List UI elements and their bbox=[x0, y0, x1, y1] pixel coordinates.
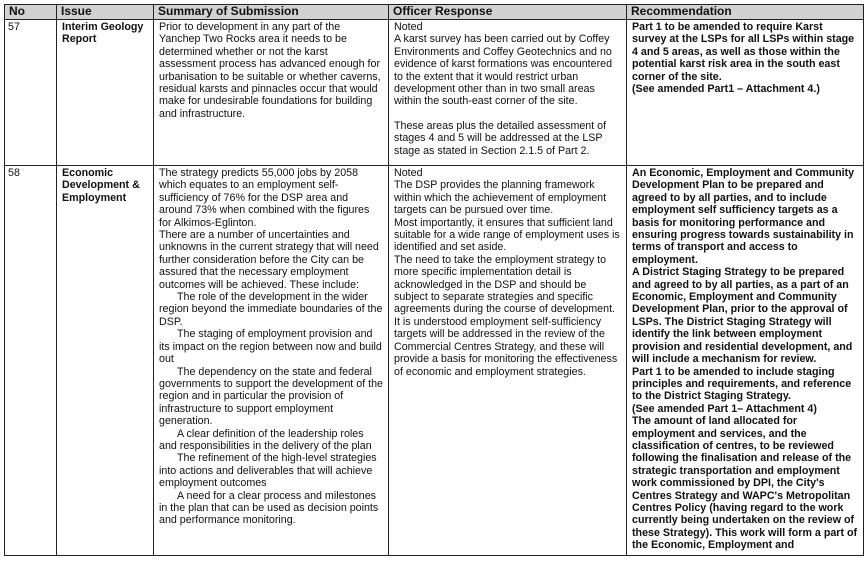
header-row bbox=[5, 5, 864, 20]
summary-list-item: The dependency on the state and federal governments to support the development of the region and in particular the provision of infrastructure to support employment generation. bbox=[159, 365, 383, 428]
summary-list-item: A need for a clear process and milestones in the plan that can be used as decision points and performance monitoring. bbox=[159, 489, 379, 527]
summary-list-item: The refinement of the high-level strategies into actions and deliverables that will achieve employment outcomes bbox=[159, 452, 377, 490]
recommendation-paragraph: (See amended Part 1– Attachment 4) bbox=[632, 402, 817, 415]
recommendation-cell bbox=[627, 166, 864, 556]
summary-list-item: A clear definition of the leadership roles and responsibilities in the delivery of the plan bbox=[159, 427, 372, 452]
recommendation-paragraph: An Economic, Employment and Community Development Plan to be prepared and agreed to by all parties, and to include employment self sufficiency targets as a basis for monitoring performance and ensuring progress towards sustainability in terms of transport and access to employment. bbox=[632, 167, 855, 266]
response-cell bbox=[389, 166, 627, 556]
submissions-table bbox=[4, 4, 864, 556]
header-no: No bbox=[5, 5, 57, 20]
header-issue: Issue bbox=[57, 5, 154, 20]
issue-cell: Economic Development & Employment bbox=[57, 166, 154, 556]
summary-paragraph: The strategy predicts 55,000 jobs by 2058 which equates to an employment self-sufficiency of 76% for the DSP area and around 73% when combined with the figures for Alkimos-Eglinton. bbox=[159, 167, 370, 229]
recommendation-paragraph: (See amended Part1 – Attachment 4.) bbox=[632, 83, 820, 96]
document-page bbox=[4, 4, 865, 587]
summary-cell bbox=[154, 20, 389, 166]
response-paragraph: Noted bbox=[394, 21, 423, 33]
summary-list-item: The role of the development in the wider region beyond the immediate boundaries of the DSP. bbox=[159, 291, 383, 328]
response-paragraph: Most importantly, it ensures that sufficient land suitable for a wide range of employment uses is identified and set aside. bbox=[394, 216, 620, 254]
header-summary: Summary of Submission bbox=[154, 5, 389, 20]
response-paragraph: The DSP provides the planning framework within which the achievement of employment targets can be pursued over time. bbox=[394, 179, 607, 217]
recommendation-paragraph: The amount of land allocated for employment and services, and the classification of centres, to be reviewed following the finalisation and release of the strategic transportation and employment work commissioned by DPI, the City's Centres Strategy and WAPC's Metropolitan Centres Policy (having regard to the work currently being undertaken on the review of these Strategy). This work will form a part of the Economic, Employment and bbox=[632, 415, 858, 552]
header-recommendation: Recommendation bbox=[627, 5, 864, 20]
summary-cell bbox=[154, 166, 389, 556]
summary-paragraph: There are a number of uncertainties and unknowns in the current strategy that will need further consideration before the City can be assured that the necessary employment outcomes will be achieved. These include: bbox=[159, 229, 379, 291]
table-row bbox=[5, 20, 864, 166]
row-number: 58 bbox=[5, 166, 57, 556]
recommendation-paragraph: Part 1 to be amended to require Karst survey at the LSPs for all LSPs within stage 4 and 5 areas, as well as those within the potential karst risk area in the south east corner of the site. bbox=[632, 21, 855, 83]
response-paragraph: Noted bbox=[394, 167, 423, 179]
response-paragraph: It is understood employment self-sufficiency targets will be addressed in the review of the Commercial Centres Strategy, and these will provide a basis for monitoring the effectiveness of economic and employment strategies. bbox=[394, 315, 618, 378]
recommendation-cell bbox=[627, 20, 864, 166]
header-officer-response: Officer Response bbox=[389, 5, 627, 20]
summary-list-item: The staging of employment provision and its impact on the region between now and build out bbox=[159, 328, 382, 366]
summary-paragraph: Prior to development in any part of the Yanchep Two Rocks area it needs to be determined whether or not the karst assessment process has advanced enough for urbanisation to be suitable or whether caverns, residual karsts and pinnacles occur that would make for undesirable foundations for building and infrastructure. bbox=[159, 21, 381, 120]
response-cell bbox=[389, 20, 627, 166]
recommendation-paragraph: Part 1 to be amended to include staging principles and requirements, and reference to the District Staging Strategy. bbox=[632, 365, 852, 403]
recommendation-paragraph: A District Staging Strategy to be prepared and agreed to by all parties, as a part of an Economic, Employment and Community Development Plan, prior to the approval of LSPs. The District Staging Strategy will identify the link between employment provision and residential development, and will include a mechanism for review. bbox=[632, 266, 853, 366]
response-paragraph: The need to take the employment strategy to more specific implementation detail is acknowledged in the DSP and should be subject to separate strategies and specific agreements during the course of development. bbox=[394, 253, 616, 316]
row-number: 57 bbox=[5, 20, 57, 166]
issue-cell: Interim Geology Report bbox=[57, 20, 154, 166]
response-paragraph: A karst survey has been carried out by Coffey Environments and Coffey Geotechnics and no evidence of karst formations was encountered to the extent that it would restrict urban development other than in two small areas within the south-east corner of the site. bbox=[394, 33, 613, 108]
table-row bbox=[5, 166, 864, 556]
response-paragraph: These areas plus the detailed assessment of stages 4 and 5 will be addressed at the LSP stage as stated in Section 2.1.5 of Part 2. bbox=[394, 119, 607, 157]
